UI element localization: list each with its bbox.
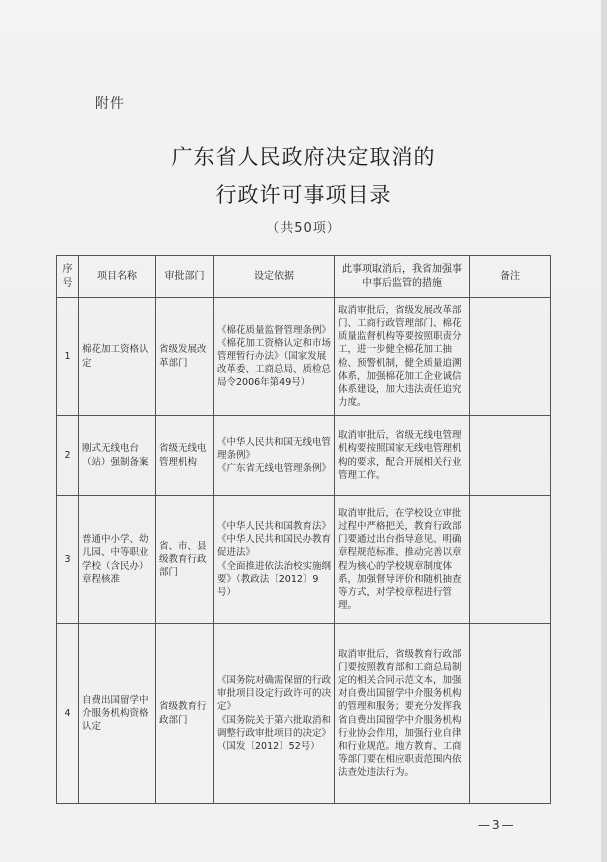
- page-edge: [601, 0, 607, 862]
- row-dept: 省级发展改革部门: [156, 298, 214, 416]
- row-dept: 省级教育行政部门: [156, 624, 214, 804]
- row-name: 刚式无线电台（站）强制备案: [79, 416, 156, 496]
- row-remarks: [470, 298, 551, 416]
- row-remarks: [470, 496, 551, 624]
- table-row: [57, 496, 551, 624]
- row-measures: 取消审批后，在学校设立审批过程中严格把关，教育行政部门要通过出台指导意见、明确章程规范标准、推动完善以章程为核心的学校规章制度体系，加强督导评价和随机抽查等方式，对学校章程进行管理。: [335, 496, 470, 624]
- table-row: [57, 624, 551, 804]
- row-name: 棉花加工资格认定: [79, 298, 156, 416]
- item-count: （共50项）: [266, 221, 341, 236]
- row-no: 3: [57, 496, 79, 624]
- row-remarks: [470, 416, 551, 496]
- table-header-row: [57, 256, 551, 298]
- table-row: [57, 416, 551, 496]
- row-no: 2: [57, 416, 79, 496]
- row-basis: 《中华人民共和国无线电管理条例》 《广东省无线电管理条例》: [214, 416, 335, 496]
- page-number: —3—: [478, 818, 516, 832]
- header-measures: 此事项取消后，我省加强事中事后监管的措施: [335, 256, 470, 298]
- row-basis: 《棉花质量监督管理条例》 《棉花加工资格认定和市场管理暂行办法》（国家发展改革委、工商总局、质检总局令2006年第49号）: [214, 298, 335, 416]
- row-measures: 取消审批后，省级教育行政部门要按照教育部和工商总局制定的相关合同示范文本，加强对自费出国留学中介服务机构的管理和服务；要充分发挥我省自费出国留学中介服务机构行业协会作用，加强行业自律和行业规范。地方教育、工商等部门要在相应职责范围内依法查处违法行为。: [335, 624, 470, 804]
- row-basis: 《国务院对确需保留的行政审批项目设定行政许可的决定》 《国务院关于第六批取消和调整行政审批项目的决定》（国发〔2012〕52号）: [214, 624, 335, 804]
- row-measures: 取消审批后，省级发展改革部门、工商行政管理部门、棉花质量监督机构等要按照职责分工，进一步健全棉花加工抽检、预警机制，健全质量追溯体系，加强棉花加工企业诚信体系建设，加大违法责任追究力度。: [335, 298, 470, 416]
- row-remarks: [470, 624, 551, 804]
- header-no: 序号: [57, 256, 79, 298]
- row-dept: 省级无线电管理机构: [156, 416, 214, 496]
- row-no: 4: [57, 624, 79, 804]
- items-table: [56, 255, 551, 804]
- document-title-line1: 广东省人民政府决定取消的: [171, 145, 436, 169]
- row-name: 普通中小学、幼儿园、中等职业学校（含民办）章程核准: [79, 496, 156, 624]
- row-dept: 省、市、县级教育行政部门: [156, 496, 214, 624]
- row-no: 1: [57, 298, 79, 416]
- row-name: 自费出国留学中介服务机构资格认定: [79, 624, 156, 804]
- row-basis: 《中华人民共和国教育法》 《中华人民共和国民办教育促进法》 《全面推进依法治校实施纲要》（教政法〔2012〕9号）: [214, 496, 335, 624]
- header-dept: 审批部门: [156, 256, 214, 298]
- attachment-label: 附件: [95, 96, 125, 112]
- row-measures: 取消审批后，省级无线电管理机构要按照国家无线电管理机构的要求，配合开展相关行业管理工作。: [335, 416, 470, 496]
- table-row: [57, 298, 551, 416]
- header-basis: 设定依据: [214, 256, 335, 298]
- header-name: 项目名称: [79, 256, 156, 298]
- document-title-line2: 行政许可事项目录: [215, 183, 392, 207]
- header-remarks: 备注: [470, 256, 551, 298]
